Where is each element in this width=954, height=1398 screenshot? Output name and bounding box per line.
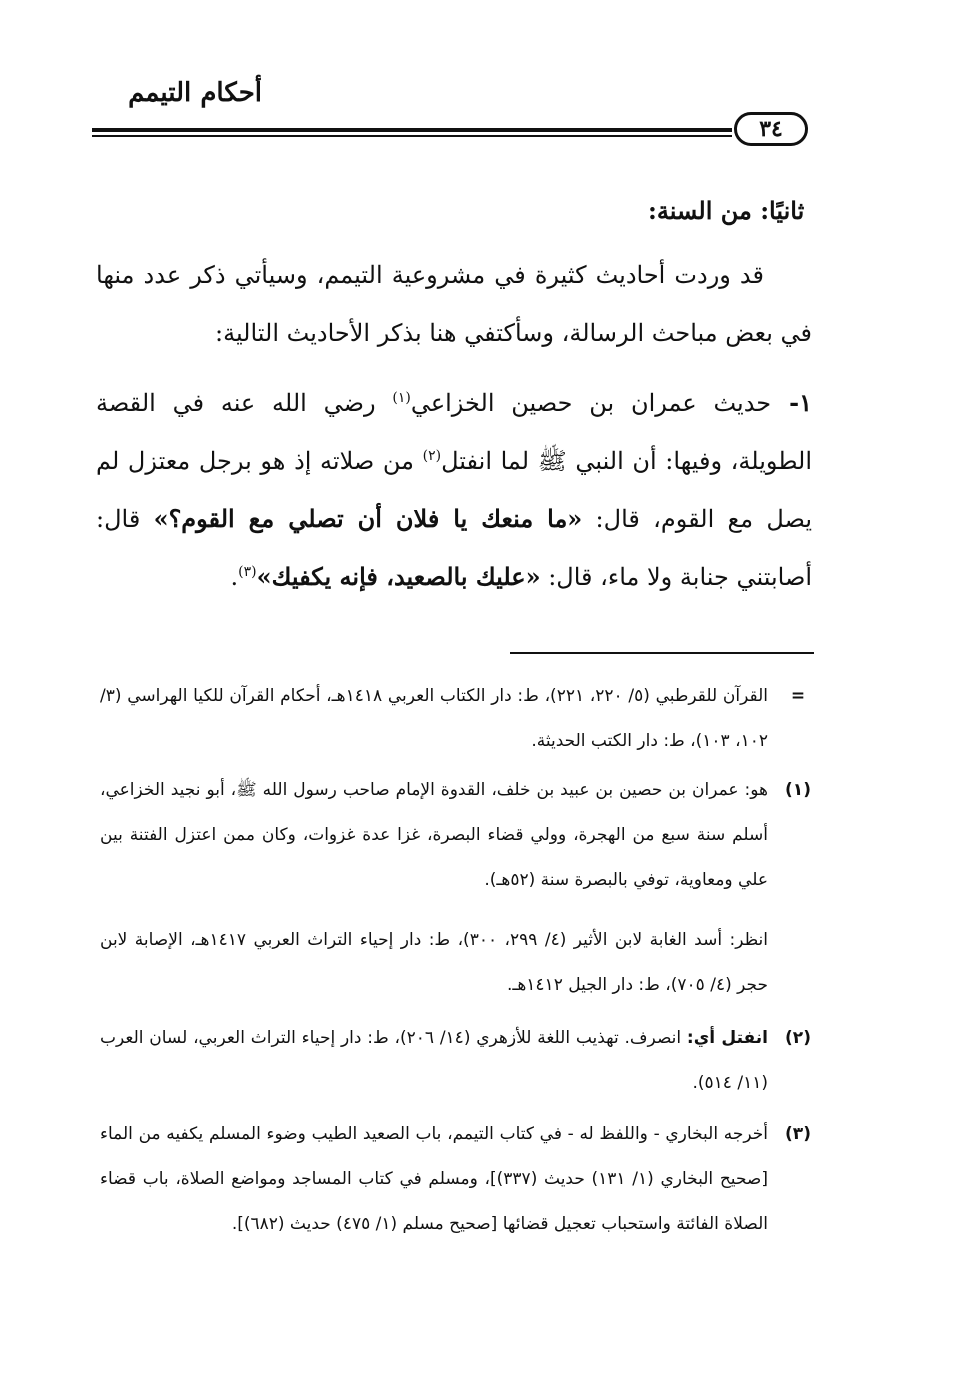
hadith-text-d: قال: أصابتني جنابة ولا ماء، قال: bbox=[96, 505, 812, 591]
section-heading: ثانيًا: من السنة: bbox=[648, 196, 805, 225]
page-number: ٣٤ bbox=[734, 112, 808, 146]
footnote-1-mark: (١) bbox=[785, 780, 811, 800]
footnote-2-body: انصرف. تهذيب اللغة للأزهري (١٤/ ٢٠٦)، ط: دار إحياء التراث العربي، لسان العرب (١١/ ٥١٤). bbox=[100, 1028, 768, 1093]
hadith-text-e: . bbox=[230, 563, 239, 591]
hadith-quote-2: «عليك بالصعيد، فإنه يكفيك» bbox=[256, 562, 541, 591]
book-title: أحكام التيمم bbox=[128, 78, 262, 108]
footnote-continued-mark: = bbox=[790, 686, 806, 706]
footnote-2-lead: انفتل أي: bbox=[686, 1028, 768, 1048]
footnote-ref-1[interactable]: (١) bbox=[392, 390, 411, 406]
hadith-quote-1: «ما منعك يا فلان أن تصلي مع القوم؟» bbox=[153, 504, 583, 533]
footnote-ref-3[interactable]: (٣) bbox=[238, 564, 257, 580]
hadith-text-a: حديث عمران بن حصين الخزاعي bbox=[410, 389, 772, 417]
footnote-1-text: هو: عمران بن حصين بن عبيد بن خلف، القدوة الإمام صاحب رسول الله ﷺ، أبو نجيد الخزاعي، أسلم سنة سبع من الهجرة، وولي قضاء البصرة، غزا عدة غزوات، وكان ممن اعتزل الفتنة بين علي ومعاوية، توفي بالبصرة سنة (٥٢هـ). bbox=[100, 780, 768, 890]
hadith-number: ١- bbox=[789, 388, 812, 417]
hadith-text-b: رضي الله عنه في القصة الطويلة، وفيها: أن النبي ﷺ لما انفتل bbox=[96, 389, 812, 475]
footnote-3-mark: (٣) bbox=[785, 1124, 811, 1144]
footnote-3-text: أخرجه البخاري - واللفظ له - في كتاب التيمم، باب الصعيد الطيب وضوء المسلم يكفيه من الماء [صحيح البخاري (١/ ١٣١) حديث (٣٣٧)]، ومسلم في كتاب المساجد ومواضع الصلاة، باب قضاء الصلاة الفائتة واستحباب تعجيل قضائها [صحيح مسلم (١/ ٤٧٥) حديث (٦٨٢)]. bbox=[100, 1124, 768, 1234]
hadith-text-c: من صلاته إذ هو برجل معتزل لم يصل مع القوم، قال: bbox=[96, 447, 813, 533]
footnote-1-sources: انظر: أسد الغابة لابن الأثير (٤/ ٢٩٩، ٣٠٠)، ط: دار إحياء التراث العربي ١٤١٧هـ، الإصابة لابن حجر (٤/ ٧٠٥)، ط: دار الجيل ١٤١٢هـ. bbox=[100, 930, 768, 995]
header-rule-thick bbox=[92, 128, 732, 132]
intro-paragraph: قد وردت أحاديث كثيرة في مشروعية التيمم، وسيأتي ذكر عدد منها في بعض مباحث الرسالة، وسأكتفي هنا بذكر الأحاديث التالية: bbox=[96, 261, 812, 347]
footnote-separator bbox=[510, 652, 814, 654]
footnote-continued-text: القرآن للقرطبي (٥/ ٢٢٠، ٢٢١)، ط: دار الكتاب العربي ١٤١٨هـ، أحكام القرآن للكيا الهراسي (٣/ ١٠٢، ١٠٣)، ط: دار الكتب الحديثة. bbox=[100, 686, 768, 751]
footnote-2-text bbox=[100, 1016, 768, 1106]
header-rule-thin bbox=[92, 135, 732, 137]
footnote-2-mark: (٢) bbox=[785, 1028, 811, 1048]
footnote-ref-2[interactable]: (٢) bbox=[422, 448, 442, 464]
hadith-paragraph bbox=[96, 374, 812, 606]
